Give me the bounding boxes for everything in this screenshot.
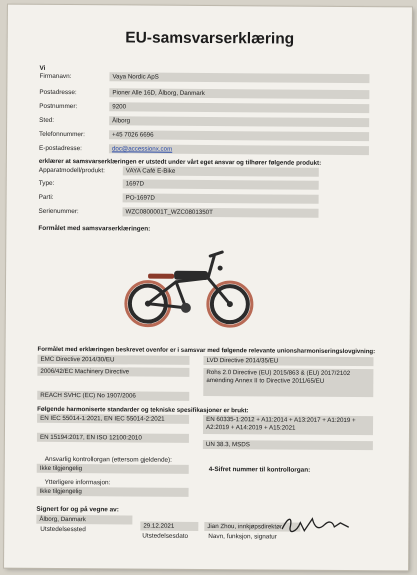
motor [181, 303, 191, 313]
phone-value: +45 7026 6696 [109, 130, 369, 141]
phone-label: Telefonnummer: [39, 130, 85, 139]
standard-item-60335: EN 60335-1:2012 + A11:2014 + A13:2017 + A1:2019 + A2:2019 + A14:2019 + A15:2021 [203, 415, 373, 435]
legislation-item-emc: EMC Directive 2014/30/EU [37, 355, 189, 365]
vi-label: Vi [39, 64, 46, 72]
signer-label: Navn, funksjon, signatur [208, 533, 277, 541]
purpose-heading: Formålet med samsvarserklæringen: [38, 224, 151, 233]
standards-heading: Følgende harmoniserte standarder og tekniske spesifikasjoner er brukt: [37, 405, 249, 415]
declaration-document [4, 5, 412, 571]
legislation-item-reach: REACH SVHC (EC) No 1907/2006 [37, 391, 189, 401]
serial-value: WZC0800001T_WZC0801350T [122, 207, 318, 217]
control-body-value: Ikke tilgjengelig [37, 464, 189, 474]
postal-code-value: 9200 [109, 102, 369, 113]
legislation-heading: Formålet med erklæringen beskrevet ovenfor er i samsvar med følgende relevante unionsharmoniseringslovgivning: [37, 345, 376, 356]
battery-pack [174, 271, 208, 280]
batch-label: Parti: [38, 193, 54, 201]
standard-item-emc: EN IEC 55014-1:2021, EN IEC 55014-2:2021 [37, 414, 189, 424]
signed-heading: Signert for og på vegne av: [36, 505, 119, 514]
extra-info-value: Ikke tilgjengelig [37, 487, 189, 497]
extra-info-label: Ytterligere informasjon: [44, 478, 111, 487]
type-label: Type: [38, 179, 55, 187]
ebike-image [118, 241, 269, 332]
postal-address-value: Pioner Alle 16D, Ålborg, Danmark [109, 88, 369, 99]
serial-label: Serienummer: [38, 207, 79, 216]
legislation-item-lvd: LVD Directive 2014/35/EU [203, 356, 373, 366]
legislation-item-rohs: Rohs 2.0 Directive (EU) 2015/863 & (EU) 2017/2102 amending Annex II to Directive 2011/65/EU [203, 368, 373, 397]
email-label: E-postadresse: [38, 144, 82, 153]
model-value: VAYA Café E-Bike [123, 166, 319, 176]
company-name-value: Vaya Nordic ApS [109, 72, 369, 83]
email-value [109, 144, 369, 155]
document-title: EU-samsvarserklæring [125, 29, 295, 48]
handwritten-signature [278, 512, 354, 537]
signer-value: Jian Zhou, innkjøpsdirektør [204, 522, 300, 532]
company-name-label: Firmanavn: [39, 72, 72, 81]
date-value: 29.12.2021 [140, 522, 198, 531]
seat [148, 274, 174, 279]
model-label: Apparatmodell/produkt: [38, 166, 105, 175]
standard-item-ebike: EN 15194:2017, EN ISO 12100:2010 [37, 433, 189, 443]
declare-text: erklærer at samsvarserklæringen er utstedt under vårt eget ansvar og tilhører følgende produkt: [38, 157, 322, 167]
place-value: Ålborg, Danmark [36, 515, 132, 525]
date-label: Utstedelsesdato [142, 532, 189, 540]
batch-value: PO-1697D [123, 193, 319, 203]
place-label: Utstedelsessted [40, 525, 86, 534]
email-link: doc@accessionx.com [111, 145, 173, 153]
type-value: 1697D [123, 179, 319, 189]
city-value: Ålborg [109, 116, 369, 127]
standard-item-un38: UN 38.3, MSDS [203, 440, 373, 450]
control-body-label: Ansvarlig kontrollorgan (ettersom gjeldende): [44, 455, 172, 464]
legislation-item-machinery: 2006/42/EC Machinery Directive [37, 367, 189, 377]
postal-address-label: Postadresse: [39, 88, 77, 97]
four-digit-label: 4-Sifret nummer til kontrollorgan: [208, 466, 311, 474]
postal-code-label: Postnummer: [39, 102, 78, 111]
headlight [218, 266, 223, 271]
city-label: Sted: [39, 116, 55, 124]
